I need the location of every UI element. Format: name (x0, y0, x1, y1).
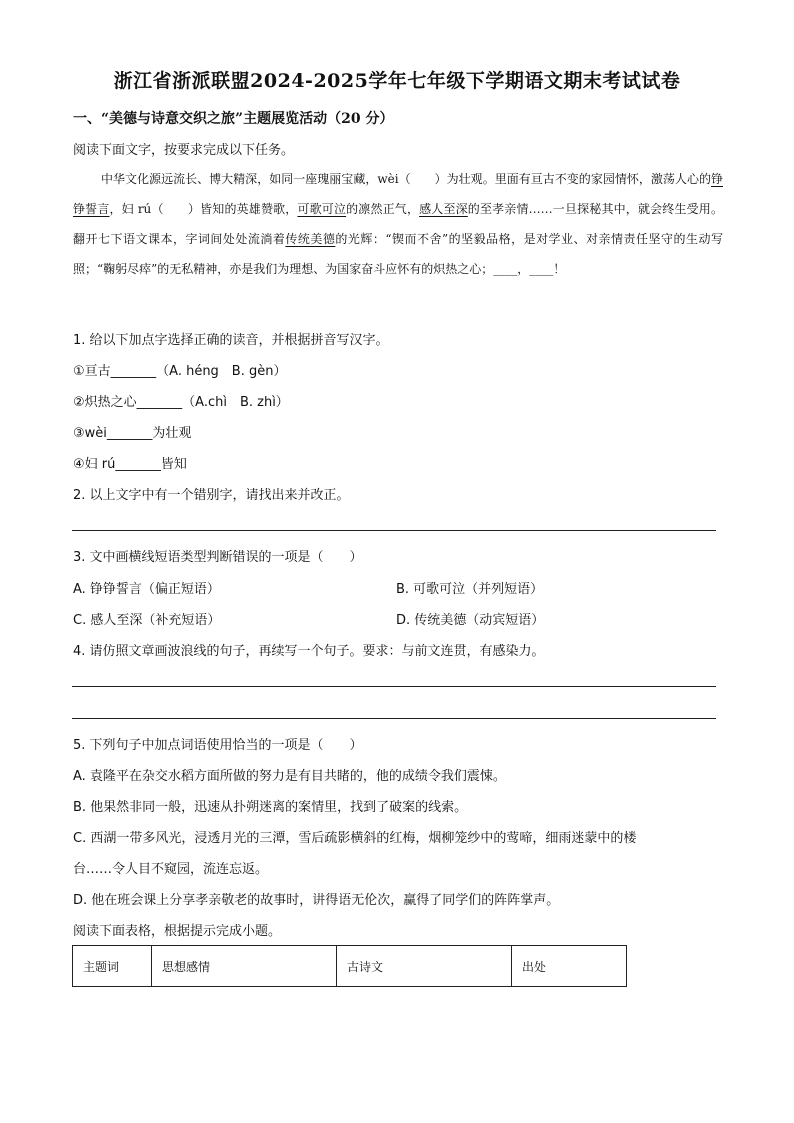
passage-text: 的光辉： (335, 232, 386, 246)
underlined-phrase: 感人至深 (419, 202, 468, 216)
table-header-cell: 古诗文 (337, 946, 512, 987)
topic-table (72, 945, 627, 987)
question-2: 2. 以上文字中有一个错别字，请找出来并改正。 (73, 488, 350, 503)
reading-passage (73, 164, 723, 284)
question-5: 5. 下列句子中加点词语使用恰当的一项是（ ） (73, 738, 363, 753)
table-header-cell: 思想感情 (152, 946, 337, 987)
q5-option-d[interactable]: D. 他在班会课上分享孝亲敬老的故事时，讲得语无伦次，赢得了同学们的阵阵掌声。 (73, 893, 560, 908)
q5-option-a[interactable]: A. 袁隆平在杂交水稻方面所做的努力是有目共睹的，他的成绩令我们震悚。 (73, 769, 506, 784)
q5-option-c-continued[interactable]: 台……令人目不窥园，流连忘返。 (73, 862, 269, 877)
table-instruction: 阅读下面表格，根据提示完成小题。 (73, 924, 282, 939)
underlined-phrase: 铮铮誓言 (73, 172, 723, 216)
answer-line[interactable] (72, 686, 716, 687)
answer-line[interactable] (72, 530, 716, 531)
q5-option-c[interactable]: C. 西湖一带多风光，浸透月光的三潭，雪后疏影横斜的红梅，烟柳笼纱中的莺啼，细雨迷蒙中的楼 (73, 831, 637, 846)
q3-option-a[interactable]: A. 铮铮誓言（偏正短语） (73, 582, 220, 597)
q3-option-d[interactable]: D. 传统美德（动宾短语） (396, 613, 545, 628)
underlined-phrase: 传统美德 (285, 232, 336, 246)
q1-item: ③wèi_______为壮观 (73, 426, 192, 441)
underlined-phrase: 可歌可泣 (297, 202, 347, 216)
passage-blank: ____，____！ (493, 262, 566, 276)
passage-text: 的凛然正气， (346, 202, 420, 216)
question-4: 4. 请仿照文章画波浪线的句子，再续写一个句子。要求：与前文连贯，有感染力。 (73, 644, 545, 659)
table-header-cell: 出处 (512, 946, 627, 987)
passage-text: ，妇 rú（ ）皆知的英雄赞歌， (109, 202, 298, 216)
q3-option-b[interactable]: B. 可歌可泣（并列短语） (396, 582, 544, 597)
answer-line[interactable] (72, 718, 716, 719)
question-1: 1. 给以下加点字选择正确的读音，并根据拼音写汉字。 (73, 333, 389, 348)
passage-text: 中华文化源远流长、博大精深，如同一座瑰丽宝藏，wèi（ ）为壮观。里面有亘古不变的家园情怀，激荡人心的 (101, 172, 711, 186)
table-header-cell: 主题词 (73, 946, 152, 987)
question-3: 3. 文中画横线短语类型判断错误的一项是（ ） (73, 550, 363, 565)
exam-title: 浙江省浙派联盟2024-2025学年七年级下学期语文期末考试试卷 (113, 70, 681, 92)
reading-instruction: 阅读下面文字，按要求完成以下任务。 (73, 143, 295, 158)
q1-item: ④妇 rú_______皆知 (73, 457, 187, 472)
section-heading: 一、“美德与诗意交织之旅”主题展览活动（20 分） (73, 111, 394, 127)
passage-text: 的至孝亲情……一旦探秘其中，就会终生受用。翻开七下语文课本，字词间处处流淌着 (73, 202, 723, 246)
table-header-row (73, 946, 627, 987)
q5-option-b[interactable]: B. 他果然非同一般，迅速从扑朔迷离的案情里，找到了破案的线索。 (73, 800, 468, 815)
q1-item: ①亘古_______（A. héng B. gèn） (73, 364, 287, 379)
q3-option-c[interactable]: C. 感人至深（补充短语） (73, 613, 221, 628)
wavy-sentence: “锲而不舍”的坚毅品格，是对学业、对亲情责任坚守的生动写照；“鞠躬尽瘁”的无私精神，亦是我们为理想、为国家奋斗应怀有的炽热之心； (73, 232, 723, 276)
q1-item: ②炽热之心_______（A.chì B. zhì） (73, 395, 289, 410)
